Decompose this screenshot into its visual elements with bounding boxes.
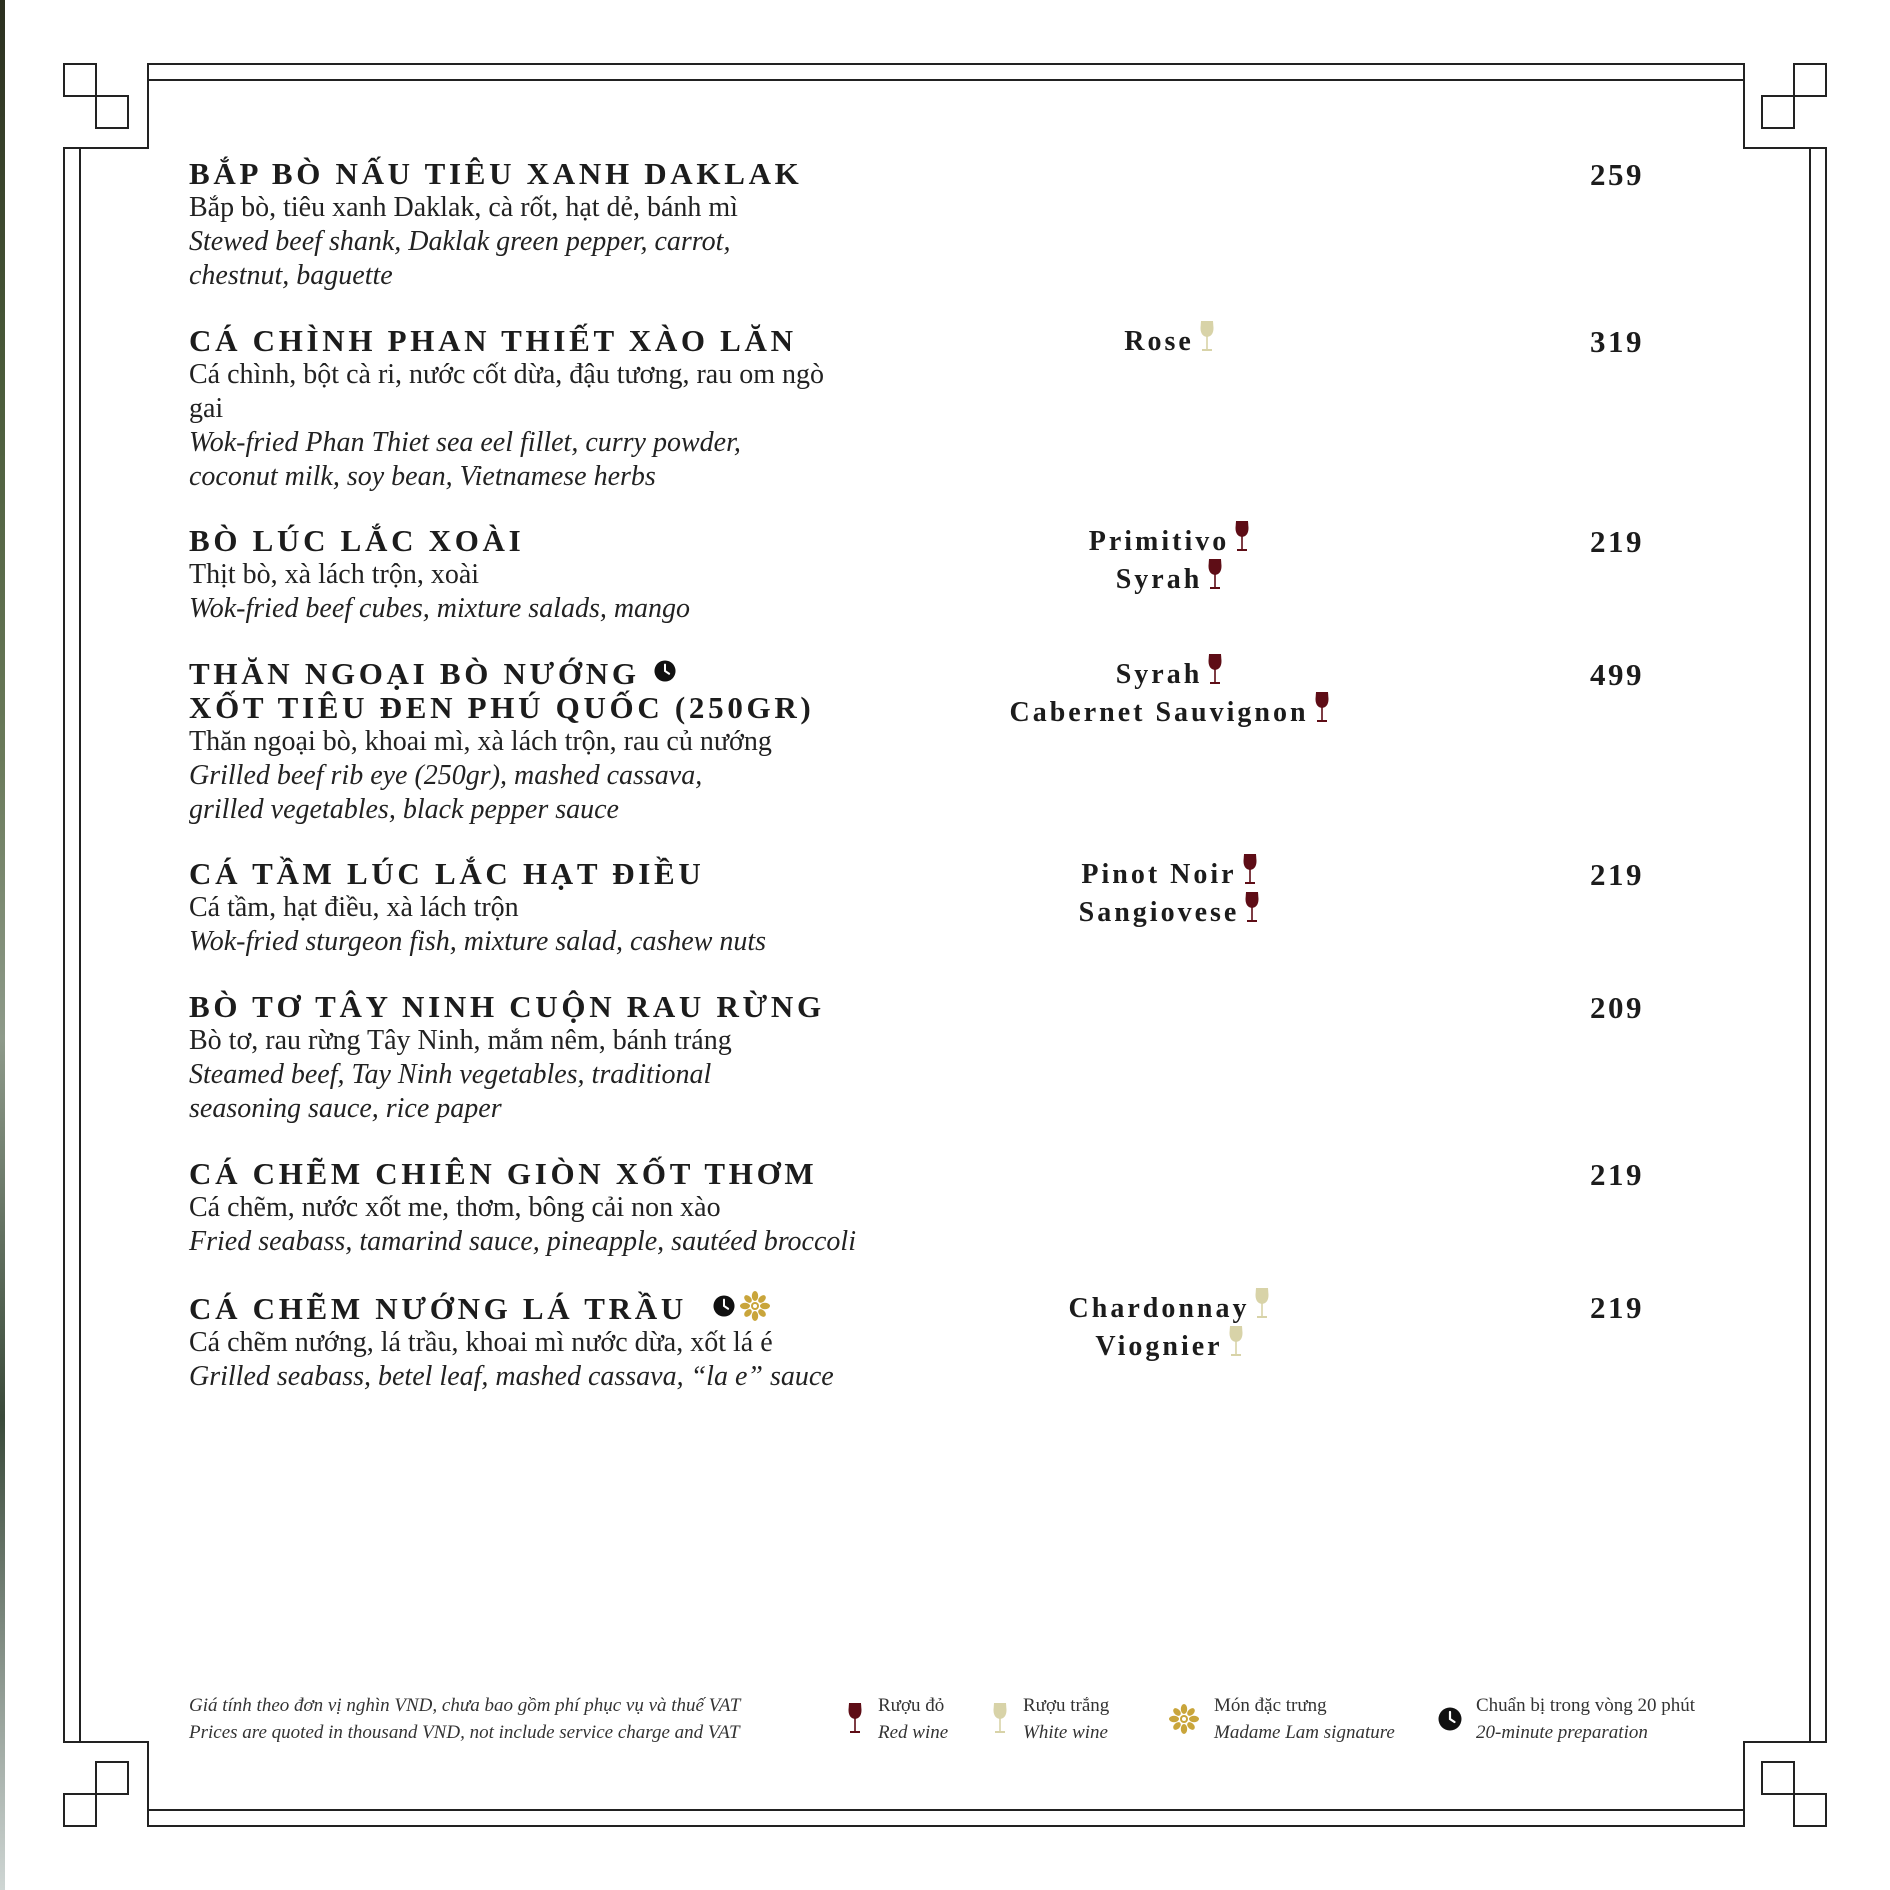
wine-pairing — [960, 653, 1380, 729]
dish-description-vn: Bò tơ, rau rừng Tây Ninh, mắm nêm, bánh tráng — [189, 1025, 732, 1056]
dish-description-en: Fried seabass, tamarind sauce, pineapple, sautéed broccoli — [189, 1226, 856, 1257]
dish-description-vn: Cá chẽm nướng, lá trầu, khoai mì nước dừa, xốt lá é — [189, 1327, 773, 1358]
white-wine-glass-icon — [991, 1701, 1009, 1737]
dish-price: 209 — [1590, 990, 1644, 1025]
dish-name-line2: XỐT TIÊU ĐEN PHÚ QUỐC (250GR) — [189, 690, 815, 725]
wine-pairing-item — [960, 1325, 1380, 1363]
dish-price: 219 — [1590, 1157, 1644, 1192]
red-wine-glass-icon — [1233, 520, 1251, 554]
white-wine-glass-icon — [1198, 320, 1216, 354]
dish-description-en: Stewed beef shank, Daklak green pepper, carrot, chestnut, baguette — [189, 226, 731, 291]
legend-label-en: Madame Lam signature — [1214, 1722, 1395, 1743]
wine-pairing — [960, 520, 1380, 596]
legend-text — [1214, 1692, 1395, 1746]
legend-preparation-time — [1438, 1692, 1695, 1746]
clock-icon — [713, 1295, 735, 1317]
legend-label-en: Red wine — [878, 1722, 949, 1743]
dish-description-vn: Bắp bò, tiêu xanh Daklak, cà rốt, hạt dẻ, bánh mì — [189, 192, 738, 223]
menu-item — [189, 657, 1089, 827]
wine-pairing — [960, 1287, 1380, 1363]
wine-pairing-item — [960, 691, 1380, 729]
legend-label-vn: Món đặc trưng — [1214, 1695, 1327, 1716]
dish-price: 499 — [1590, 657, 1644, 692]
dish-description-vn: Cá tầm, hạt điều, xà lách trộn — [189, 892, 519, 923]
flower-icon — [1168, 1703, 1200, 1735]
wine-pairing-item — [960, 853, 1380, 891]
dish-description-en: Steamed beef, Tay Ninh vegetables, traditional seasoning sauce, rice paper — [189, 1059, 712, 1124]
legend-red-wine — [846, 1692, 948, 1746]
dish-description-en: Wok-fried beef cubes, mixture salads, mango — [189, 593, 691, 624]
dish-name: CÁ TẦM LÚC LẮC HẠT ĐIỀU — [189, 856, 705, 891]
legend-signature — [1168, 1692, 1395, 1746]
dish-description-en: Grilled seabass, betel leaf, mashed cassava, “la e” sauce — [189, 1361, 834, 1392]
clock-icon — [1438, 1707, 1462, 1731]
red-wine-glass-icon — [846, 1701, 864, 1737]
wine-name: Chardonnay — [1068, 1293, 1250, 1324]
dish-description-vn: Cá chình, bột cà ri, nước cốt dừa, đậu tương, rau om ngò gai — [189, 359, 824, 424]
wine-pairing-item — [960, 558, 1380, 596]
wine-name: Syrah — [1115, 564, 1203, 595]
wine-name: Syrah — [1115, 659, 1203, 690]
price-note-vn: Giá tính theo đơn vị nghìn VND, chưa bao gồm phí phục vụ và thuế VAT — [189, 1695, 741, 1716]
wine-name: Primitivo — [1088, 526, 1230, 557]
wine-pairing — [960, 320, 1380, 358]
dish-name: CÁ CHẼM CHIÊN GIÒN XỐT THƠM — [189, 1156, 818, 1191]
menu-item — [189, 524, 1089, 626]
legend-label-en: White wine — [1023, 1722, 1108, 1743]
wine-pairing-item — [960, 653, 1380, 691]
red-wine-glass-icon — [1206, 558, 1224, 592]
red-wine-glass-icon — [1243, 891, 1261, 925]
legend-text — [1476, 1692, 1695, 1746]
wine-pairing — [960, 853, 1380, 929]
dish-price: 319 — [1590, 324, 1644, 359]
wine-pairing-item — [960, 1287, 1380, 1325]
dish-description-en: Wok-fried sturgeon fish, mixture salad, cashew nuts — [189, 926, 767, 957]
dish-price: 259 — [1590, 157, 1644, 192]
clock-icon — [654, 660, 676, 682]
legend-label-vn: Rượu trắng — [1023, 1695, 1110, 1716]
legend-label-vn: Rượu đỏ — [878, 1695, 945, 1716]
dish-name — [189, 1290, 1089, 1326]
menu-item — [189, 990, 1089, 1126]
dish-name-text: CÁ CHẼM NƯỚNG LÁ TRẦU — [189, 1291, 687, 1326]
legend-text — [878, 1692, 948, 1746]
dish-name: CÁ CHÌNH PHAN THIẾT XÀO LĂN — [189, 323, 797, 358]
wine-name: Sangiovese — [1078, 897, 1240, 928]
white-wine-glass-icon — [1253, 1287, 1271, 1321]
legend-label-vn: Chuẩn bị trong vòng 20 phút — [1476, 1695, 1696, 1716]
legend-white-wine — [991, 1692, 1109, 1746]
flower-icon — [739, 1290, 771, 1322]
dish-description-en: Grilled beef rib eye (250gr), mashed cassava, grilled vegetables, black pepper sauce — [189, 760, 703, 825]
wine-pairing-item — [960, 520, 1380, 558]
wine-name: Cabernet Sauvignon — [1009, 697, 1309, 728]
menu-item — [189, 1290, 1089, 1394]
dish-description-vn: Thịt bò, xà lách trộn, xoài — [189, 559, 480, 590]
dish-name — [189, 657, 1089, 691]
menu-item — [189, 157, 1089, 293]
wine-name: Pinot Noir — [1081, 859, 1237, 890]
dish-price: 219 — [1590, 1290, 1644, 1325]
white-wine-glass-icon — [1227, 1325, 1245, 1359]
legend-label-en: 20-minute preparation — [1476, 1722, 1648, 1743]
dish-name: BÒ TƠ TÂY NINH CUỘN RAU RỪNG — [189, 989, 825, 1024]
price-note-en: Prices are quoted in thousand VND, not include service charge and VAT — [189, 1722, 740, 1743]
red-wine-glass-icon — [1313, 691, 1331, 725]
menu-item — [189, 1157, 1089, 1259]
wine-name: Rose — [1124, 326, 1194, 357]
dish-price: 219 — [1590, 524, 1644, 559]
legend-text — [1023, 1692, 1109, 1746]
dish-description-vn: Cá chẽm, nước xốt me, thơm, bông cải non xào — [189, 1192, 721, 1223]
wine-pairing-item — [960, 320, 1380, 358]
menu-item — [189, 324, 1089, 494]
dish-price: 219 — [1590, 857, 1644, 892]
dish-description-en: Wok-fried Phan Thiet sea eel fillet, curry powder, coconut milk, soy bean, Vietnamese herbs — [189, 427, 741, 492]
wine-pairing-item — [960, 891, 1380, 929]
dish-name: BÒ LÚC LẮC XOÀI — [189, 523, 525, 558]
price-note — [189, 1692, 829, 1746]
red-wine-glass-icon — [1206, 653, 1224, 687]
red-wine-glass-icon — [1241, 853, 1259, 887]
dish-name: BẮP BÒ NẤU TIÊU XANH DAKLAK — [189, 156, 803, 191]
dish-description-vn: Thăn ngoại bò, khoai mì, xà lách trộn, rau củ nướng — [189, 726, 772, 757]
menu-item — [189, 857, 1089, 959]
wine-name: Viognier — [1095, 1331, 1223, 1362]
dish-name-line1: THĂN NGOẠI BÒ NƯỚNG — [189, 656, 640, 691]
